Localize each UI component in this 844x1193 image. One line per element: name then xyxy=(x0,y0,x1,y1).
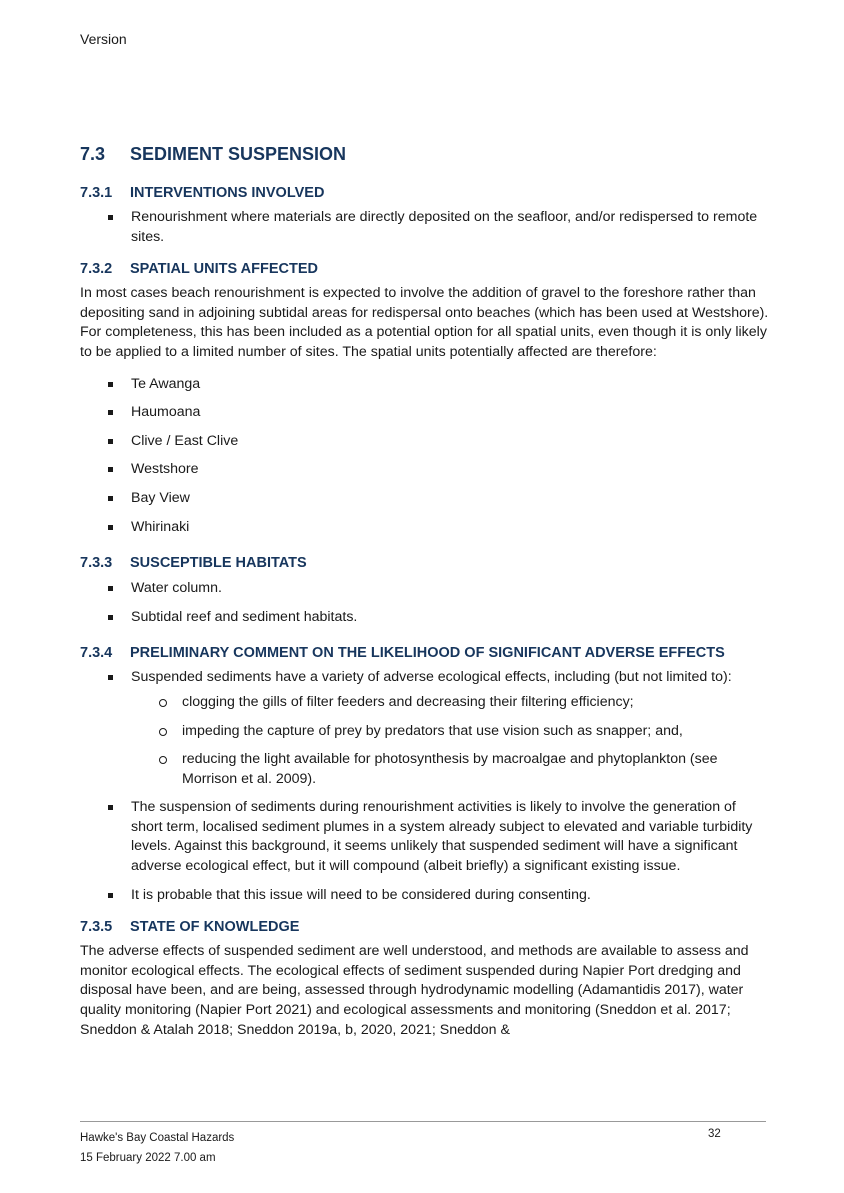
list-item-text: Suspended sediments have a variety of adverse ecological effects, including (but not limited to): xyxy=(131,669,732,686)
subsection-heading-habitats xyxy=(80,553,770,573)
section-heading xyxy=(80,144,770,165)
subsection-heading-adverse-effects xyxy=(80,643,770,663)
list-item: It is probable that this issue will need to be considered during consenting. xyxy=(80,886,770,906)
list-item: Clive / East Clive xyxy=(80,432,770,452)
subsection-number: 7.3.4 xyxy=(80,645,113,662)
subsection-number: 7.3.2 xyxy=(80,261,113,278)
list-item: Water column. xyxy=(80,579,770,599)
spatial-units-intro: In most cases beach renourishment is expected to involve the addition of gravel to the foreshore rather than depositing sand in adjoining subtidal areas for redispersal onto beaches (which has been used at Westshore). For completeness, this has been included as a potential option for all spatial units, even though it is only likely to be applied to a limited number of sites. The spatial units potentially affected are therefore: xyxy=(80,285,769,360)
page-number: 32 xyxy=(708,1128,721,1140)
sub-list-item: reducing the light available for photosynthesis by macroalgae and phytoplankton (see Morrison et al. 2009). xyxy=(131,750,770,789)
subsection-title: INTERVENTIONS INVOLVED xyxy=(130,185,325,201)
spatial-units-list xyxy=(80,375,770,538)
subsection-number: 7.3.3 xyxy=(80,555,113,572)
subsection-title: SPATIAL UNITS AFFECTED xyxy=(130,261,318,278)
habitats-list xyxy=(80,579,770,627)
subsection-number: 7.3.1 xyxy=(80,185,113,201)
subsection-title: STATE OF KNOWLEDGE xyxy=(130,919,300,936)
section-title: SEDIMENT SUSPENSION xyxy=(130,144,347,164)
document-body xyxy=(80,144,770,1040)
list-item xyxy=(80,668,770,789)
list-item: Te Awanga xyxy=(80,375,770,395)
subsection-number: 7.3.5 xyxy=(80,919,113,936)
footer-date: 15 February 2022 7.00 am xyxy=(80,1152,216,1164)
subsection-heading-interventions xyxy=(80,183,770,203)
list-item: Westshore xyxy=(80,460,770,480)
list-item: Bay View xyxy=(80,489,770,509)
list-item: Subtidal reef and sediment habitats. xyxy=(80,608,770,628)
list-item: Haumoana xyxy=(80,403,770,423)
interventions-list xyxy=(80,208,770,247)
footer-document-title: Hawke's Bay Coastal Hazards xyxy=(80,1132,235,1144)
subsection-heading-spatial-units xyxy=(80,259,770,279)
footer-info xyxy=(80,1128,234,1168)
sub-list-item: clogging the gills of filter feeders and decreasing their filtering efficiency; xyxy=(131,693,770,713)
subsection-heading-knowledge xyxy=(80,917,770,937)
list-item: The suspension of sediments during renourishment activities is likely to involve the generation of short term, localised sediment plumes in a system already subject to elevated and variable turbidity levels. Against this background, it seems unlikely that suspended sediment will have a significant adverse ecological effect, but it will compound (albeit briefly) a significant existing issue. xyxy=(80,798,770,876)
footer-divider xyxy=(80,1121,766,1122)
subsection-title: SUSCEPTIBLE HABITATS xyxy=(130,555,307,572)
version-label: Version xyxy=(80,31,127,47)
list-item: Renourishment where materials are directly deposited on the seafloor, and/or redispersed to remote sites. xyxy=(80,208,770,247)
adverse-effects-list xyxy=(80,668,770,905)
knowledge-text: The adverse effects of suspended sediment are well understood, and methods are available to assess and monitor ecological effects. The ecological effects of sediment suspended during Napier Port dredging and disposal have been, and are being, assessed through hydrodynamic modelling (Adamantidis 2017), water quality monitoring (Napier Port 2021) and ecological assessments and monitoring (Sneddon et al. 2017; Sneddon & Atalah 2018; Sneddon 2019a, b, 2020, 2021; Sneddon & xyxy=(80,943,749,1038)
list-item: Whirinaki xyxy=(80,518,770,538)
sub-list-item: impeding the capture of prey by predators that use vision such as snapper; and, xyxy=(131,722,770,742)
effects-sub-list xyxy=(131,693,770,789)
section-number: 7.3 xyxy=(80,144,106,164)
subsection-title: PRELIMINARY COMMENT ON THE LIKELIHOOD OF SIGNIFICANT ADVERSE EFFECTS xyxy=(130,645,725,662)
